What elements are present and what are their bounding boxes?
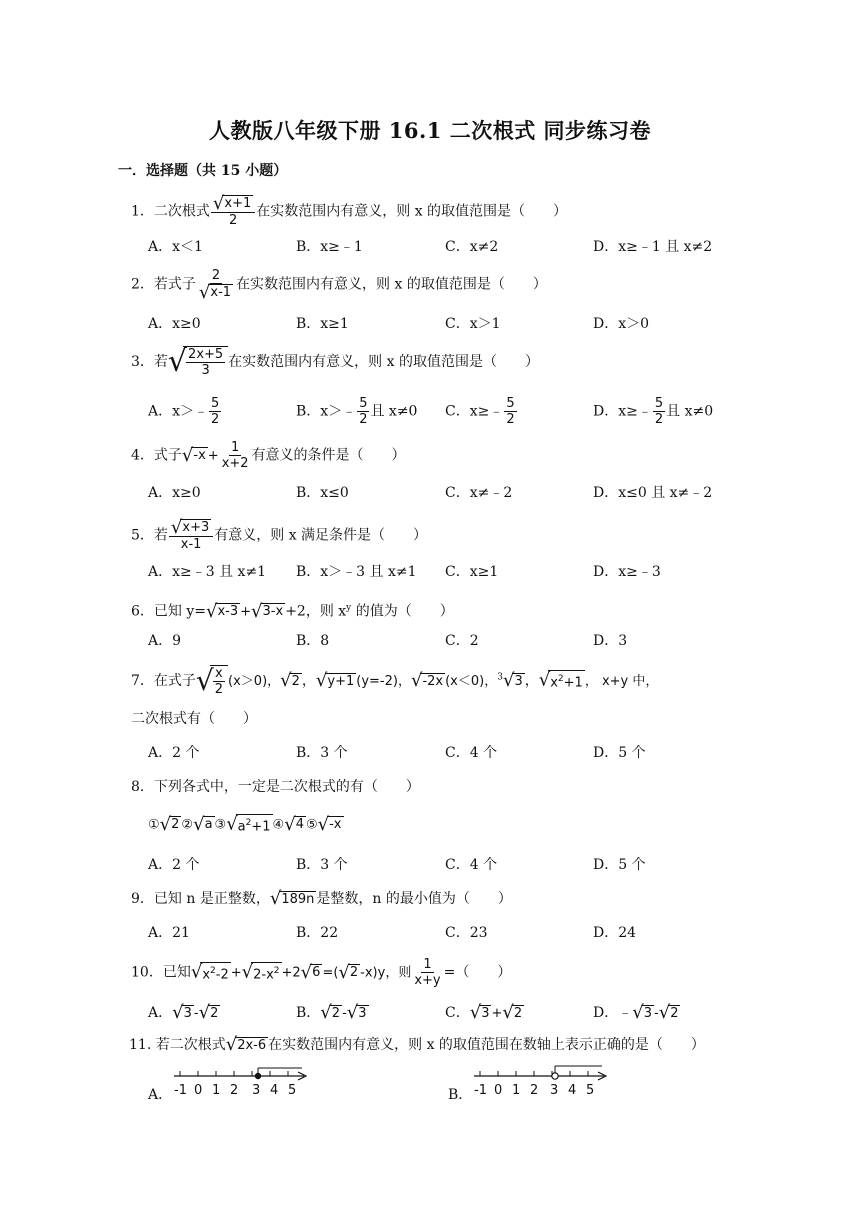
option-a: A．2 个 [148, 745, 200, 761]
question-number: 9．已知 n 是正整数， [131, 891, 270, 907]
question-number: 5．若 [131, 527, 168, 544]
option-a: A．x≥﹣3 且 x≠1 [148, 564, 267, 580]
option-b: B．22 [296, 925, 339, 941]
tick-label: 3 [550, 1083, 559, 1098]
option-d: D．x≤0 且 x≠﹣2 [593, 485, 713, 501]
tick-label: 1 [512, 1083, 521, 1098]
option-b: B．x≥﹣1 [296, 239, 363, 255]
tick-label: 2 [230, 1083, 239, 1098]
number-line-a [172, 1064, 312, 1100]
tick-label: 4 [568, 1083, 577, 1098]
number-line-b [472, 1064, 612, 1100]
question-1 [131, 195, 567, 228]
option-a: A．x≥0 [148, 485, 201, 501]
option-b: B．3 个 [296, 857, 348, 873]
numerator: 2 [211, 268, 221, 283]
question-6: 6．已知 y=√x-3 +√3-x +2，则 $x^y$ 的值为（ ） [131, 600, 454, 622]
question-text: 在实数范围内有意义，则 x 的取值范围是（ ） [256, 203, 568, 220]
option-c: C．23 [445, 925, 488, 941]
denominator: 3 [201, 363, 210, 378]
option-c: C．x≥1 [445, 564, 499, 580]
tick-label: 4 [270, 1083, 279, 1098]
tick-label: 0 [494, 1083, 503, 1098]
question-text: 有意义的条件是（ ） [251, 447, 406, 464]
radicand: 189n [281, 891, 315, 907]
option-b: B． [448, 1087, 473, 1103]
question-3 [131, 346, 539, 378]
radical: √ $\frac{2x+5}{3}$ [168, 346, 228, 378]
option-a: A． [148, 1087, 173, 1103]
radicand: x-1 [210, 285, 232, 300]
question-8-items: ①√2 ②√a $③√a^2+1$ ④√4 ⑤√-x [148, 813, 342, 835]
option-a: A．x＜1 [148, 239, 203, 255]
option-a: A．x＞﹣ $\frac{5}{2}$ [148, 396, 220, 427]
question-number: 10．已知 [131, 964, 191, 981]
option-c: C．x≠﹣2 [445, 485, 513, 501]
option-b: B．8 [296, 633, 330, 649]
question-number: 1．二次根式 [131, 203, 210, 220]
radicand: x+3 [182, 520, 210, 535]
option-c: C．2 [445, 633, 479, 649]
question-number: 2．若式子 [131, 276, 196, 293]
option-d: D．﹣√3 -√2 [593, 1002, 679, 1023]
question-8: 8．下列各式中，一定是二次根式的有（ ） [131, 779, 420, 795]
option-d: D．5 个 [593, 857, 646, 873]
option-a: A．2 个 [148, 857, 200, 873]
question-11: 11. 若二次根式√2x-6 在实数范围内有意义，则 x 的取值范围在数轴上表示正确的是（ ） [129, 1034, 705, 1055]
radicand: x+1 [224, 196, 252, 211]
option-c: C．4 个 [445, 857, 498, 873]
option-a: A．21 [148, 925, 190, 941]
question-text: 在实数范围内有意义，则 x 的取值范围是（ ） [236, 276, 547, 293]
option-b: B．3 个 [296, 745, 348, 761]
option-b: B．x≤0 [296, 485, 349, 501]
tick-label: 3 [252, 1083, 261, 1098]
option-d: D．24 [593, 925, 637, 941]
radicand: -x [193, 448, 206, 463]
option-c: C．x≠2 [445, 239, 499, 255]
tick-label: 2 [530, 1083, 539, 1098]
numerator: 2x+5 [188, 347, 224, 362]
option-d: D．x≥﹣ $\frac{5}{2}$ 且 x≠0 [593, 396, 714, 427]
question-text: 是整数，n 的最小值为（ ） [316, 891, 512, 907]
question-number: 11. 若二次根式 [129, 1037, 226, 1053]
fraction: $\frac{2}{√x-1}$ [198, 268, 232, 303]
option-c: C．4 个 [445, 745, 498, 761]
question-number: 7．在式子 [131, 673, 196, 689]
question-text: 有意义，则 x 满足条件是（ ） [214, 527, 428, 544]
tick-label: 5 [586, 1083, 595, 1098]
option-d: D．x≥﹣1 且 x≠2 [593, 239, 713, 255]
option-d: D．5 个 [593, 745, 646, 761]
option-b: B．√2 -√3 [296, 1002, 367, 1023]
question-5: 5．若 $\frac{√x+3}{x-1}$ 有意义，则 x 满足条件是（ ） [131, 517, 428, 552]
option-a: A．x≥0 [148, 316, 201, 332]
denominator: 2 [228, 213, 238, 228]
page-title: 人教版八年级下册 16.1 二次根式 同步练习卷 [208, 118, 652, 143]
question-number: 3．若 [131, 354, 168, 370]
question-number: 4．式子 [131, 447, 182, 464]
question-7-line2: 二次根式有（ ） [131, 711, 257, 727]
question-2 [131, 268, 547, 301]
denominator: x-1 [180, 537, 202, 552]
question-number: 6．已知 y= [131, 603, 206, 620]
option-d: D．3 [593, 633, 628, 649]
tick-label: -1 [174, 1083, 187, 1098]
option-b: B．x＞﹣3 且 x≠1 [296, 564, 417, 580]
question-9: 9．已知 n 是正整数，√189n 是整数，n 的最小值为（ ） [131, 888, 512, 909]
option-a: A．√3 -√2 [148, 1002, 219, 1023]
question-10: 10．已知$√x^2-2 +√2-x^2 +2√6 =(√2$ -x)y，则 $\frac{1}{x+y}$ =（ ） [131, 957, 512, 988]
option-b: B．x＞﹣ $\frac{5}{2}$ 且 x≠0 [296, 396, 418, 427]
tick-label: 5 [288, 1083, 297, 1098]
option-d: D．x≥﹣3 [593, 564, 661, 580]
option-a: A．9 [148, 633, 182, 649]
question-text: 在实数范围内有意义，则 x 的取值范围在数轴上表示正确的是（ ） [268, 1037, 705, 1053]
question-7: 7．在式子√ $\frac{x}{2}$ (x＞0)，√2 ，√y+1 (y=-2)，√-2x (x＜0)，$^3$√3 ，$√x^2+1$ ， x+y 中， [131, 664, 659, 697]
option-d: D．x＞0 [593, 316, 650, 332]
option-b: B．x≥1 [296, 316, 349, 332]
question-4: 4．式子√-x + $\frac{1}{x+2}$ 有意义的条件是（ ） [131, 440, 406, 471]
tick-label: 1 [212, 1083, 221, 1098]
fraction: $\frac{√x+1}{2}$ [211, 195, 255, 228]
question-text: 在实数范围内有意义，则 x 的取值范围是（ ） [228, 354, 539, 370]
option-c: C．x≥﹣ $\frac{5}{2}$ [445, 396, 515, 427]
option-c: C．x＞1 [445, 316, 501, 332]
radicand: 2x-6 [237, 1037, 267, 1053]
tick-label: -1 [474, 1083, 487, 1098]
tick-label: 0 [194, 1083, 203, 1098]
option-c: C．√3 +√2 [445, 1002, 523, 1023]
section-heading: 一．选择题（共 15 小题） [118, 163, 288, 179]
